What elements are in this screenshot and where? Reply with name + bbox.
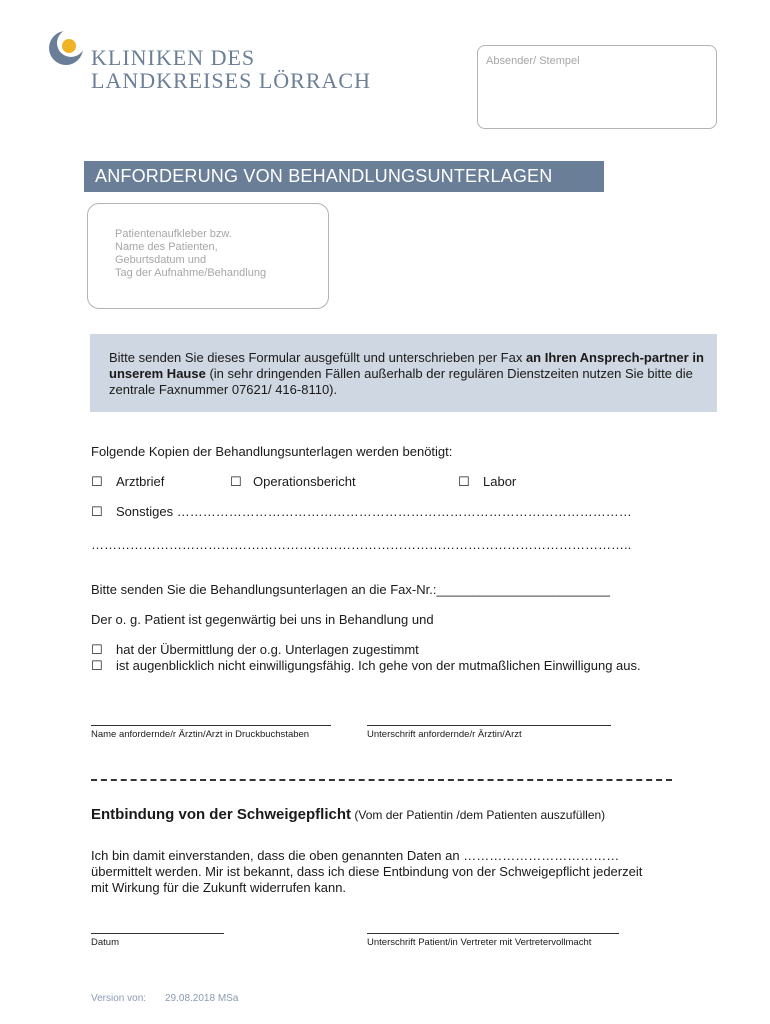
label-consent-agreed: hat der Übermittlung der o.g. Unterlagen zugestimmt: [116, 642, 419, 657]
patient-status-text: Der o. g. Patient ist gegenwärtig bei uns in Behandlung und: [91, 612, 434, 627]
patient-signature-label: Unterschrift Patient/in Vertreter mit Vertretervollmacht: [367, 937, 592, 948]
sonstiges-continuation-line[interactable]: ……………………………………………………………………………………………………………..: [91, 537, 632, 552]
info-text-bold: an Ihren Ansprech-partner in unserem Hause: [109, 350, 704, 381]
logo-line-2: LANDKREISES LÖRRACH: [91, 68, 371, 93]
info-text-part-2: (in sehr dringenden Fällen außerhalb der regulären Dienstzeiten nutzen Sie bitte die zentrale Faxnummer 07621/ 416-8110).: [109, 366, 693, 397]
label-sonstiges[interactable]: Sonstiges ……………………………………………………………………………………………: [116, 504, 632, 519]
checkbox-operationsbericht[interactable]: ☐: [230, 474, 242, 489]
patient-sticker-hint: [115, 228, 266, 280]
doctor-signature-label: Unterschrift anfordernde/r Ärztin/Arzt: [367, 729, 522, 740]
release-text-line-3: mit Wirkung für die Zukunft widerrufen kann.: [91, 880, 347, 895]
checkbox-labor[interactable]: ☐: [458, 474, 470, 489]
fax-number-field[interactable]: Bitte senden Sie die Behandlungsunterlagen an die Fax-Nr.:________________________: [91, 582, 610, 597]
clinic-logo-icon: [46, 28, 86, 68]
patient-hint-line-1: Patientenaufkleber bzw.: [115, 228, 232, 240]
patient-hint-line-2: Name des Patienten,: [115, 241, 218, 253]
date-line[interactable]: [91, 933, 224, 934]
logo-line-1: KLINIKEN DES: [91, 45, 256, 70]
page-title: ANFORDERUNG VON BEHANDLUNGSUNTERLAGEN: [95, 166, 553, 186]
copies-intro: Folgende Kopien der Behandlungsunterlagen werden benötigt:: [91, 444, 453, 459]
clinic-logo-text: [91, 46, 371, 92]
release-heading: [91, 806, 605, 823]
version-label: Version von:: [91, 993, 147, 1004]
version-value: 29.08.2018 MSa: [165, 993, 239, 1004]
label-not-able-to-consent: ist augenblicklich nicht einwilligungsfähig. Ich gehe von der mutmaßlichen Einwilligung aus.: [116, 658, 641, 673]
label-operationsbericht: Operationsbericht: [253, 474, 356, 489]
patient-hint-line-4: Tag der Aufnahme/Behandlung: [115, 267, 267, 279]
label-arztbrief: Arztbrief: [116, 474, 165, 489]
fax-info-text: [109, 350, 709, 398]
separator-dashed-line: [91, 779, 672, 781]
release-text-line-1[interactable]: Ich bin damit einverstanden, dass die oben genannten Daten an ………………………………: [91, 848, 620, 863]
label-labor: Labor: [483, 474, 517, 489]
info-text-part-1: Bitte senden Sie dieses Formular ausgefüllt und unterschrieben per Fax: [109, 350, 526, 365]
doctor-signature-line[interactable]: [367, 725, 611, 726]
date-label: Datum: [91, 937, 119, 948]
patient-hint-line-3: Geburtsdatum und: [115, 254, 207, 266]
release-text-line-2: übermittelt werden. Mir ist bekannt, dass ich diese Entbindung von der Schweigepflicht jederzeit: [91, 864, 643, 879]
release-heading-main: Entbindung von der Schweigepflicht: [91, 806, 352, 823]
checkbox-consent-agreed[interactable]: ☐: [91, 642, 103, 657]
patient-signature-line[interactable]: [367, 933, 619, 934]
doctor-name-line[interactable]: [91, 725, 331, 726]
release-heading-note: (Vom der Patientin /dem Patienten auszufüllen): [351, 808, 606, 822]
doctor-name-label: Name anfordernde/r Ärztin/Arzt in Druckbuchstaben: [91, 729, 310, 740]
sender-stamp-label: Absender/ Stempel: [486, 55, 580, 67]
checkbox-not-able-to-consent[interactable]: ☐: [91, 658, 103, 673]
checkbox-sonstiges[interactable]: ☐: [91, 504, 103, 519]
checkbox-arztbrief[interactable]: ☐: [91, 474, 103, 489]
